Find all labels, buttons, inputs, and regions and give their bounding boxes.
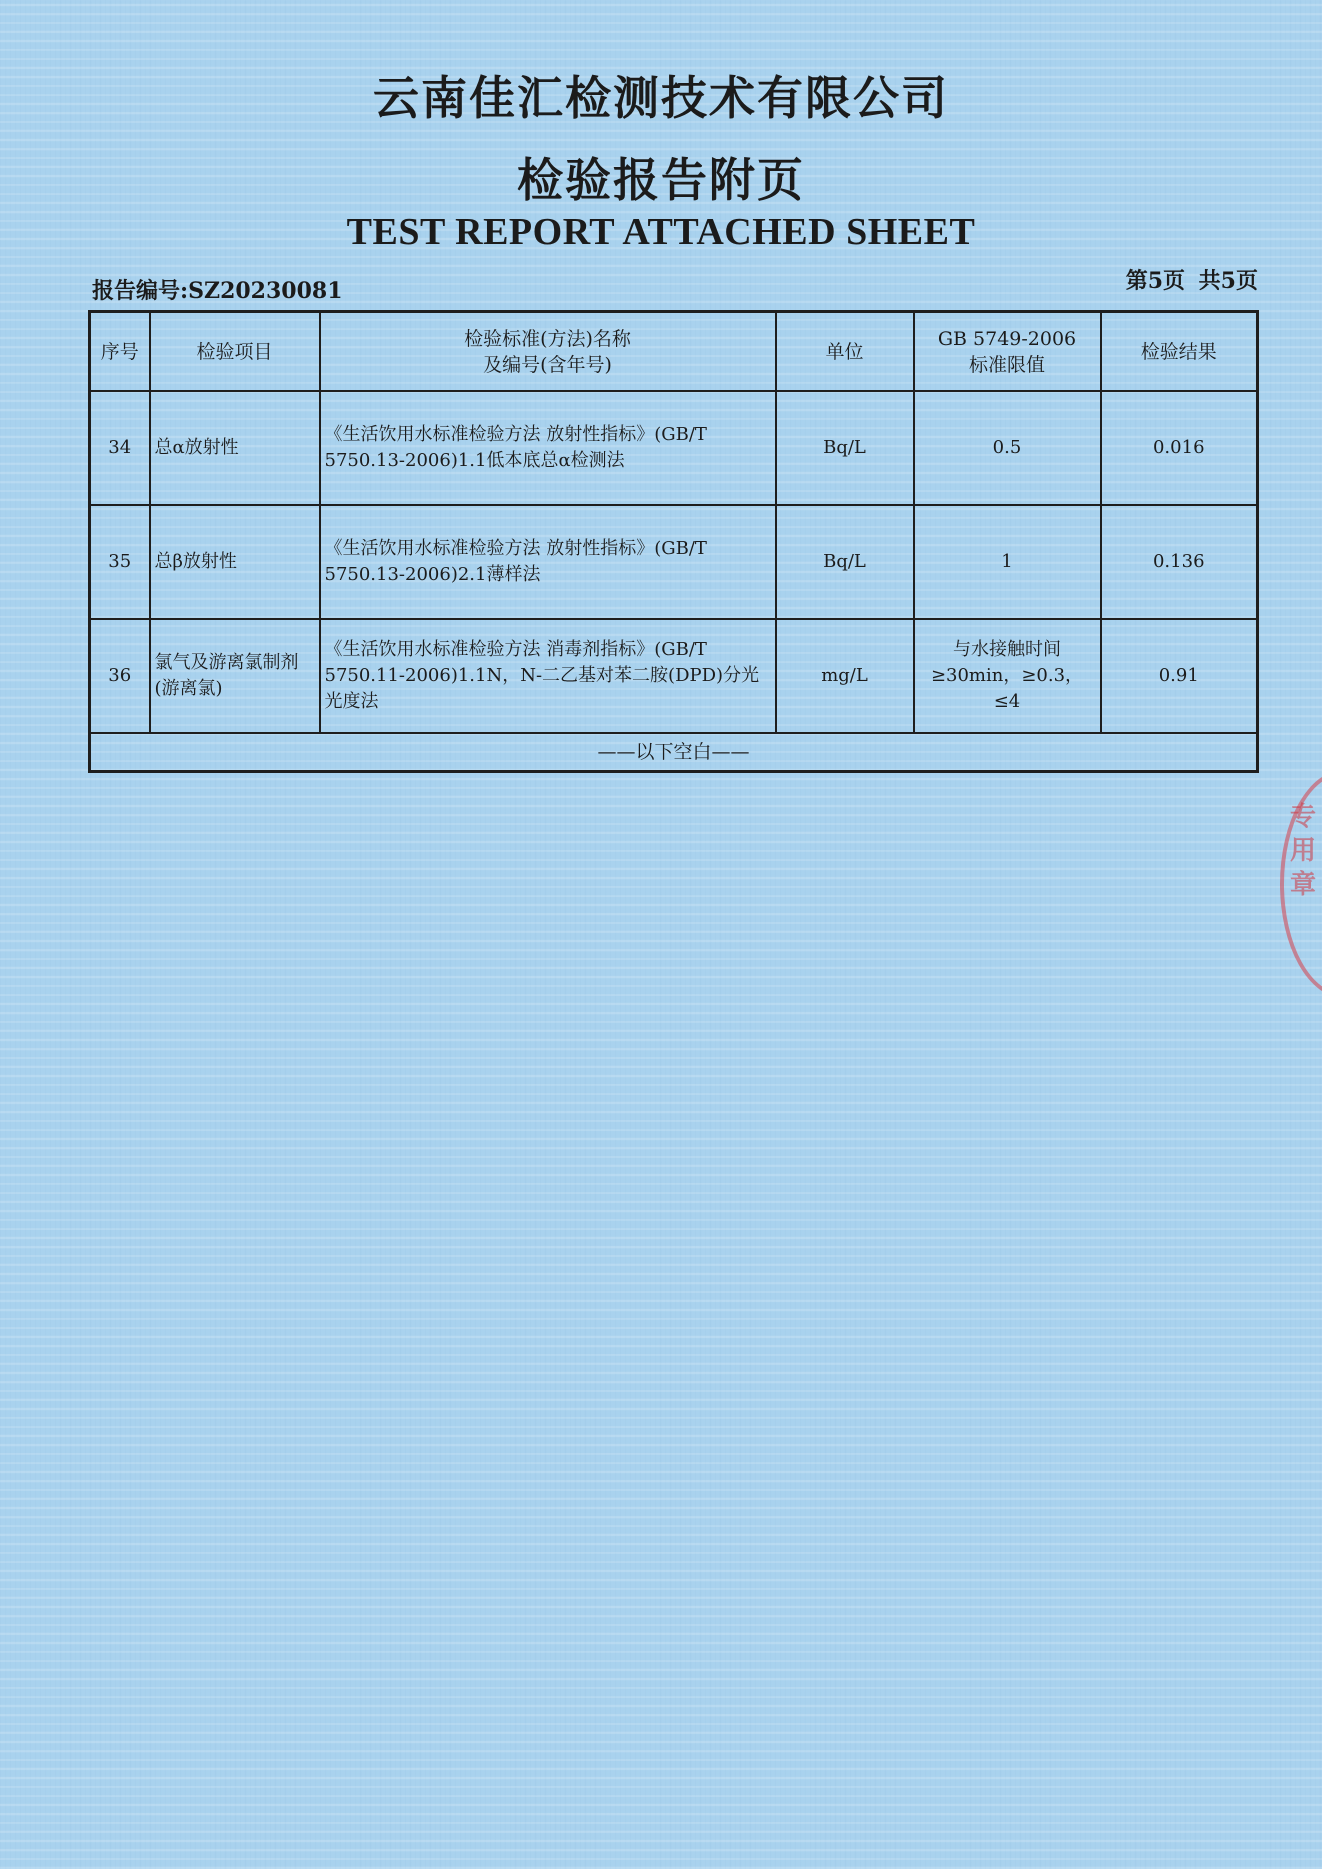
row-limit: 1 [914,505,1101,619]
blank-note: ——以下空白—— [90,733,1258,772]
row-item: 总α放射性 [150,391,320,505]
table-header-row [90,312,1258,392]
row-standard: 《生活饮用水标准检验方法 放射性指标》(GB/T 5750.13-2006)2.1薄样法 [320,505,776,619]
table-row [90,619,1258,733]
test-results-table [88,310,1259,773]
row-result: 0.91 [1101,619,1258,733]
blank-row [90,733,1258,772]
header-limit [914,312,1101,392]
header-standard-line1: 检验标准(方法)名称 [464,327,631,350]
row-unit: Bq/L [776,391,914,505]
row-limit: 0.5 [914,391,1101,505]
table-row [90,505,1258,619]
row-no: 36 [90,619,150,733]
row-no: 34 [90,391,150,505]
report-title-cn: 检验报告附页 [517,153,805,207]
report-title-en: TEST REPORT ATTACHED SHEET [346,211,976,253]
header-standard-line2: 及编号(含年号) [483,353,612,376]
seal-text: 专用章 [1290,802,1317,900]
page-indicator: 第5页 共5页 [1125,268,1258,294]
row-standard: 《生活饮用水标准检验方法 放射性指标》(GB/T 5750.13-2006)1.1低本底总α检测法 [320,391,776,505]
row-result: 0.016 [1101,391,1258,505]
header-standard [320,312,776,392]
row-item: 总β放射性 [150,505,320,619]
table-row [90,391,1258,505]
row-result: 0.136 [1101,505,1258,619]
row-unit: mg/L [776,619,914,733]
row-unit: Bq/L [776,505,914,619]
header-item: 检验项目 [150,312,320,392]
header-result: 检验结果 [1101,312,1258,392]
row-item: 氯气及游离氯制剂(游离氯) [150,619,320,733]
row-no: 35 [90,505,150,619]
row-limit: 与水接触时间≥30min，≥0.3，≤4 [914,619,1101,733]
company-name: 云南佳汇检测技术有限公司 [373,71,949,125]
header-unit: 单位 [776,312,914,392]
header-limit-line2: 标准限值 [968,353,1045,376]
header-no: 序号 [90,312,150,392]
header-limit-line1: GB 5749-2006 [937,327,1077,350]
report-number: 报告编号:SZ20230081 [92,278,343,304]
row-standard: 《生活饮用水标准检验方法 消毒剂指标》(GB/T 5750.11-2006)1.1N，N-二乙基对苯二胺(DPD)分光光度法 [320,619,776,733]
